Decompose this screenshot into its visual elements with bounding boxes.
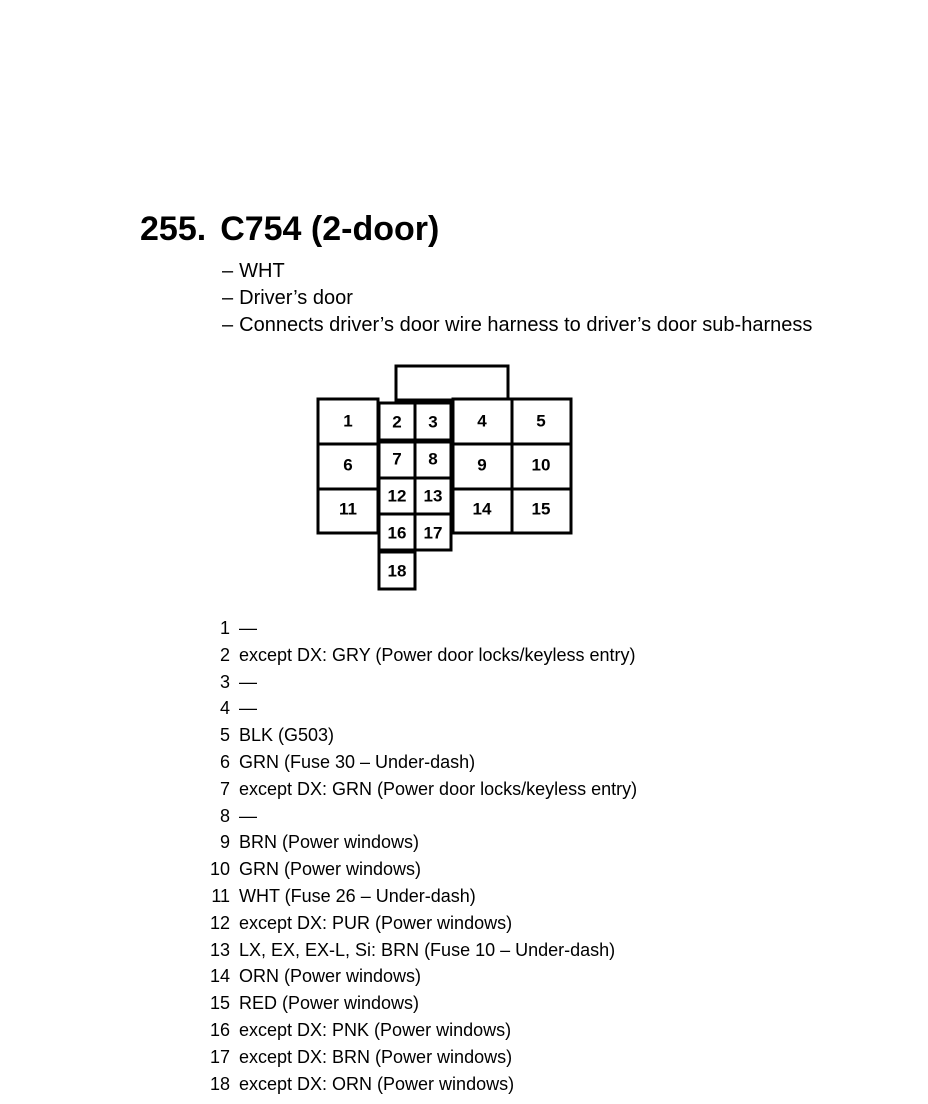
cavity <box>415 478 451 514</box>
svg-text:9: 9 <box>477 455 487 475</box>
pin-row: 17 except DX: BRN (Power windows) <box>209 1046 513 1067</box>
pin-row: 4 — <box>219 698 257 719</box>
pin-row: 14 ORN (Power windows) <box>209 966 422 987</box>
connector-name: C754 (2-door) <box>220 210 440 248</box>
cavity <box>415 442 451 478</box>
svg-text:6: 6 <box>343 455 353 475</box>
note-item: – WHT <box>222 260 285 282</box>
svg-text:2: 2 <box>392 412 402 432</box>
cavity <box>379 514 415 550</box>
svg-text:15: 15 <box>531 499 551 519</box>
svg-text:11: 11 <box>339 499 357 519</box>
pin-row: 13 LX, EX, EX-L, Si: BRN (Fuse 10 – Under-dash) <box>209 939 616 960</box>
svg-text:17: 17 <box>423 523 443 543</box>
pin-row: 5 BLK (G503) <box>219 725 335 746</box>
pin-row: 8 — <box>219 805 257 826</box>
svg-text:8: 8 <box>428 449 438 469</box>
cavity <box>453 489 512 533</box>
cavity <box>379 442 415 478</box>
cavity <box>318 444 378 489</box>
connector-lock-tab <box>396 366 508 400</box>
pin-row: 3 — <box>219 671 257 692</box>
pin-row: 10 GRN (Power windows) <box>209 859 422 880</box>
svg-text:10: 10 <box>531 455 551 475</box>
cavity <box>512 444 571 489</box>
connector-number: 255. <box>140 210 207 248</box>
note-item: – Driver’s door <box>222 287 353 309</box>
svg-text:5: 5 <box>536 411 546 431</box>
svg-text:13: 13 <box>423 486 443 506</box>
pin-row: 6 GRN (Fuse 30 – Under-dash) <box>219 751 476 772</box>
cavity <box>512 489 571 533</box>
pin-row: 2 except DX: GRY (Power door locks/keyless entry) <box>219 644 636 665</box>
cavity <box>415 403 451 440</box>
pin-row: 7 except DX: GRN (Power door locks/keyless entry) <box>219 778 638 799</box>
svg-text:3: 3 <box>428 412 438 432</box>
svg-text:14: 14 <box>472 499 492 519</box>
pin-row: 15 RED (Power windows) <box>209 993 420 1014</box>
cavity <box>318 399 378 444</box>
cavity <box>453 399 512 444</box>
cavity <box>453 444 512 489</box>
cavity <box>512 399 571 444</box>
svg-text:12: 12 <box>387 486 407 506</box>
cavity <box>379 552 415 589</box>
pin-row: 11 WHT (Fuse 26 – Under-dash) <box>211 885 476 906</box>
svg-text:16: 16 <box>387 523 407 543</box>
cavity <box>318 489 378 533</box>
pin-row: 18 except DX: ORN (Power windows) <box>209 1073 515 1094</box>
cavity <box>379 478 415 514</box>
svg-text:7: 7 <box>392 449 402 469</box>
svg-text:1: 1 <box>343 411 353 431</box>
pin-row: 12 except DX: PUR (Power windows) <box>209 912 513 933</box>
cavity <box>415 514 451 550</box>
pin-row: 16 except DX: PNK (Power windows) <box>209 1019 512 1040</box>
cavity <box>379 403 415 440</box>
pin-row: 1 — <box>219 618 257 638</box>
svg-text:4: 4 <box>477 411 487 431</box>
note-item: – Connects driver’s door wire harness to driver’s door sub-harness <box>222 314 813 336</box>
svg-text:18: 18 <box>387 561 407 581</box>
pin-list <box>200 615 637 1097</box>
pin-row: 9 BRN (Power windows) <box>219 832 420 853</box>
